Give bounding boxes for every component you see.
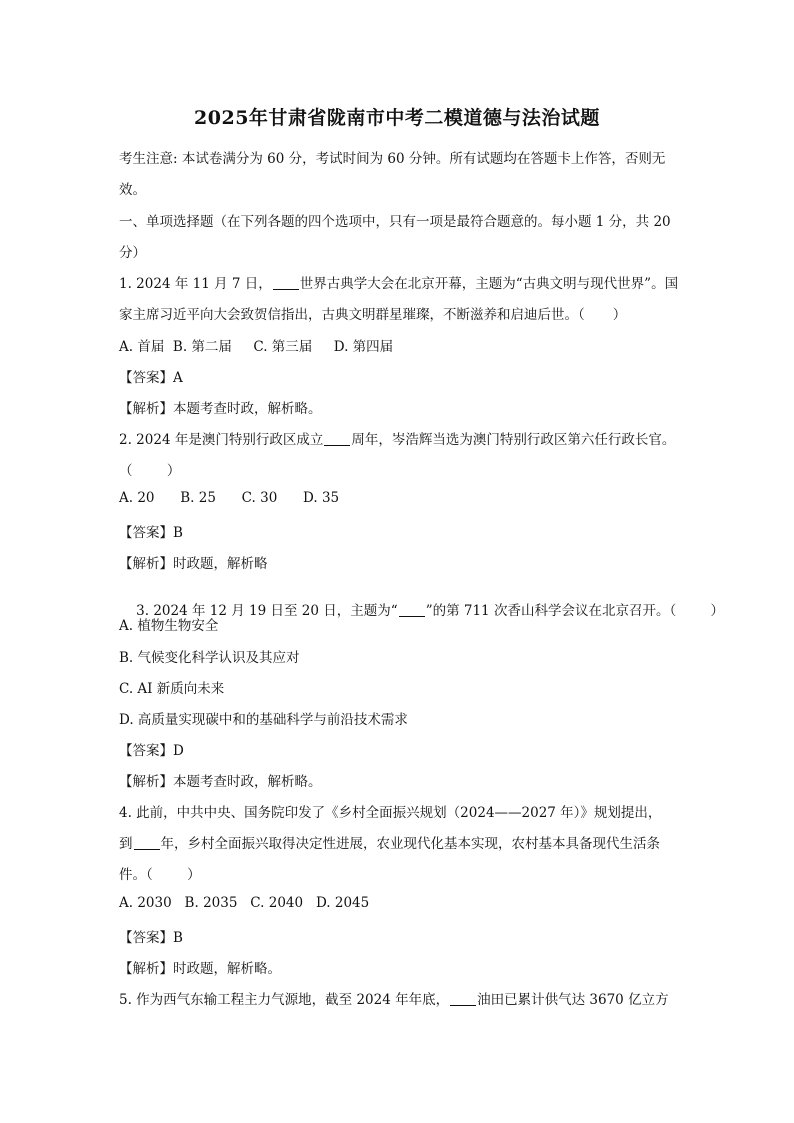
question-3-option-d: D. 高质量实现碳中和的基础科学与前沿技术需求 [119,712,408,728]
question-3-option-a: A. 植物生物安全 [119,618,219,634]
question-3-analysis: 【解析】本题考查时政，解析略。 [119,774,322,790]
question-4-stem: 4. 此前，中共中央、国务院印发了《乡村全面振兴规划（2024——2027 年）》规划提出， [119,805,662,821]
question-4-options: A. 2030 B. 2035 C. 2040 D. 2045 [119,895,370,911]
section-heading-line-2: 分） [119,245,146,261]
answer-blank [134,837,160,850]
question-1-stem: 1. 2024 年 11 月 7 日， 世界古典学大会在北京开幕，主题为“古典文明与现代世界”。国 [119,276,679,292]
question-3-option-c: C. AI 新质向未来 [119,681,225,697]
question-3-stem: 3. 2024 年 12 月 19 日至 20 日，主题为“ ”的第 711 次香山科学会议在北京召开。（ ） [136,603,725,619]
question-2-stem-line-2: （ ） [119,463,181,479]
answer-blank [324,433,350,446]
answer-blank [450,993,476,1006]
question-4-stem-line-2: 到 年，乡村全面振兴取得决定性进展，农业现代化基本实现，农村基本具备现代生活条 [119,836,660,852]
question-2-answer: 【答案】B [119,525,183,541]
question-2-analysis: 【解析】时政题，解析略 [119,556,268,572]
page-title: 2025年甘肃省陇南市中考二模道德与法治试题 [194,107,600,129]
question-5-stem: 5. 作为西气东输工程主力气源地，截至 2024 年年底， 油田已累计供气达 3670 亿立方 [119,992,669,1008]
question-4-stem-line-3: 件。（ ） [119,867,201,883]
question-1-stem-line-2: 家主席习近平向大会致贺信指出，古典文明群星璀璨，不断滋养和启迪后世。（ ） [119,307,627,323]
question-4-analysis: 【解析】时政题，解析略。 [119,961,281,977]
answer-blank [399,604,425,617]
question-1-analysis: 【解析】本题考查时政，解析略。 [119,401,322,417]
question-1-options: A. 首届 B. 第二届 C. 第三届 D. 第四届 [119,339,394,355]
question-2-stem: 2. 2024 年是澳门特别行政区成立 周年，岑浩辉当选为澳门特别行政区第六任行政长官。 [119,432,676,448]
question-2-options: A. 20 B. 25 C. 30 D. 35 [119,490,340,506]
answer-blank [273,277,299,290]
question-1-answer: 【答案】A [119,370,183,386]
question-4-answer: 【答案】B [119,930,183,946]
notice-line-2: 效。 [119,182,146,198]
notice-line-1: 考生注意: 本试卷满分为 60 分，考试时间为 60 分钟。所有试题均在答题卡上作答，否则无 [119,151,666,167]
section-heading-line-1: 一、单项选择题（在下列各题的四个选项中，只有一项是最符合题意的。每小题 1 分，共 20 [119,214,671,230]
question-3-option-b: B. 气候变化科学认识及其应对 [119,650,300,666]
question-3-answer: 【答案】D [119,743,184,759]
